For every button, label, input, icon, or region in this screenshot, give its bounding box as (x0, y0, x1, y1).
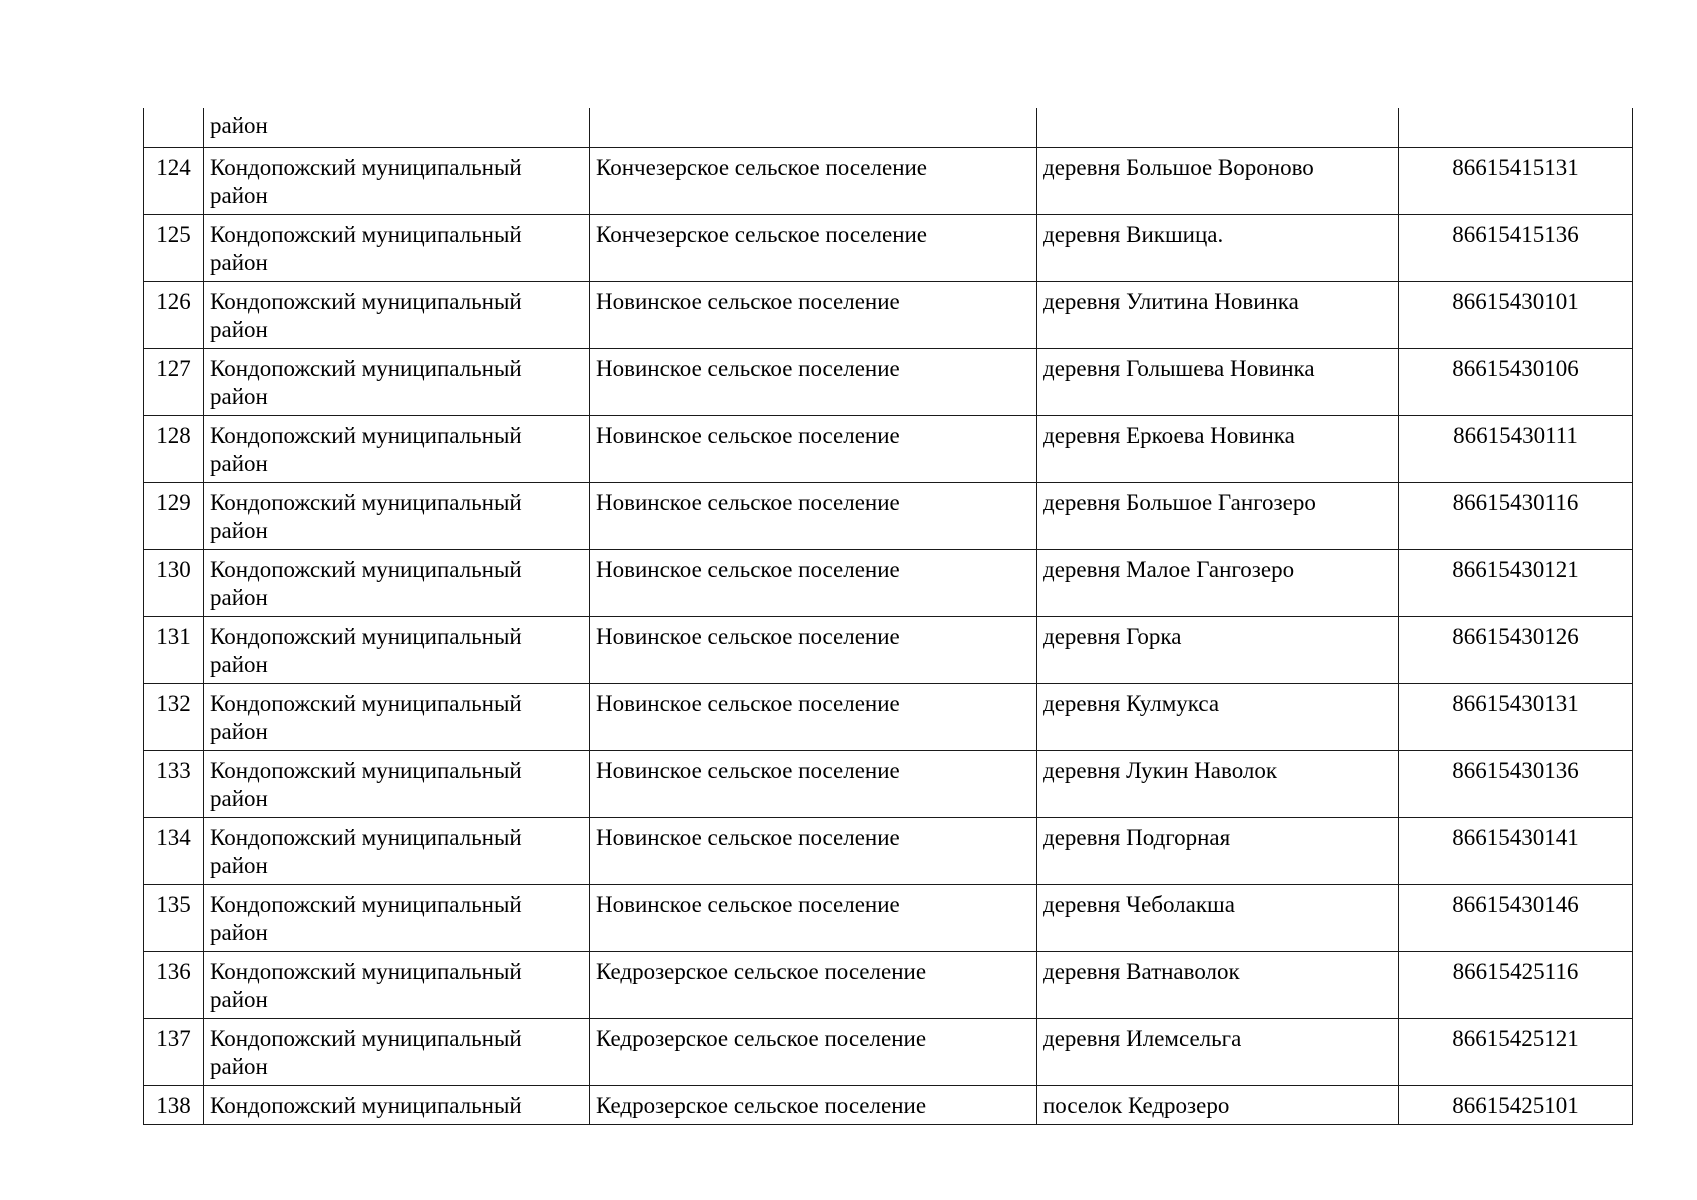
row-number-cell: 125 (144, 214, 204, 281)
code-cell: 86615425116 (1399, 951, 1633, 1018)
locality-cell: деревня Илемсельга (1037, 1018, 1399, 1085)
district-cell: Кондопожский муниципальный район (204, 281, 590, 348)
code-cell: 86615430111 (1399, 415, 1633, 482)
table-row (144, 147, 1633, 214)
code-cell: 86615430136 (1399, 750, 1633, 817)
district-cell: Кондопожский муниципальный район (204, 683, 590, 750)
code-cell: 86615430121 (1399, 549, 1633, 616)
table-row (144, 281, 1633, 348)
locality-cell: деревня Большое Вороново (1037, 147, 1399, 214)
code-cell: 86615430146 (1399, 884, 1633, 951)
settlement-cell: Кедрозерское сельское поселение (590, 1018, 1037, 1085)
table-row (144, 1085, 1633, 1124)
row-number-cell: 135 (144, 884, 204, 951)
table-row (144, 415, 1633, 482)
table-row (144, 951, 1633, 1018)
table-row (144, 817, 1633, 884)
settlement-cell: Новинское сельское поселение (590, 348, 1037, 415)
row-number-cell: 137 (144, 1018, 204, 1085)
row-number-cell: 126 (144, 281, 204, 348)
table-row (144, 348, 1633, 415)
locality-cell: деревня Малое Гангозеро (1037, 549, 1399, 616)
district-cell: Кондопожский муниципальный район (204, 884, 590, 951)
row-number-cell (144, 108, 204, 147)
locality-cell: деревня Подгорная (1037, 817, 1399, 884)
code-cell: 86615430116 (1399, 482, 1633, 549)
district-cell: Кондопожский муниципальный район (204, 1018, 590, 1085)
row-number-cell: 129 (144, 482, 204, 549)
settlement-cell: Кончезерское сельское поселение (590, 214, 1037, 281)
table-row (144, 884, 1633, 951)
district-cell: Кондопожский муниципальный район (204, 482, 590, 549)
code-cell: 86615430126 (1399, 616, 1633, 683)
district-cell: Кондопожский муниципальный район (204, 348, 590, 415)
locality-cell: поселок Кедрозеро (1037, 1085, 1399, 1124)
row-number-cell: 128 (144, 415, 204, 482)
settlement-cell: Новинское сельское поселение (590, 817, 1037, 884)
locality-cell: деревня Викшица. (1037, 214, 1399, 281)
table-row (144, 482, 1633, 549)
table-row-continuation (144, 108, 1633, 147)
row-number-cell: 132 (144, 683, 204, 750)
row-number-cell: 138 (144, 1085, 204, 1124)
table-row (144, 683, 1633, 750)
row-number-cell: 130 (144, 549, 204, 616)
locality-cell: деревня Лукин Наволок (1037, 750, 1399, 817)
settlement-cell: Новинское сельское поселение (590, 482, 1037, 549)
district-cell: Кондопожский муниципальный район (204, 951, 590, 1018)
code-cell: 86615415131 (1399, 147, 1633, 214)
locality-cell: деревня Ватнаволок (1037, 951, 1399, 1018)
settlement-cell: Новинское сельское поселение (590, 750, 1037, 817)
district-cell: Кондопожский муниципальный район (204, 415, 590, 482)
district-cell: Кондопожский муниципальный район (204, 214, 590, 281)
code-cell: 86615430131 (1399, 683, 1633, 750)
code-cell: 86615415136 (1399, 214, 1633, 281)
code-cell: 86615430101 (1399, 281, 1633, 348)
settlement-cell: Новинское сельское поселение (590, 415, 1037, 482)
locality-cell: деревня Чеболакша (1037, 884, 1399, 951)
settlement-cell: Кедрозерское сельское поселение (590, 951, 1037, 1018)
locality-cell (1037, 108, 1399, 147)
code-cell: 86615425101 (1399, 1085, 1633, 1124)
district-cell: район (204, 108, 590, 147)
settlement-cell: Новинское сельское поселение (590, 281, 1037, 348)
locality-cell: деревня Горка (1037, 616, 1399, 683)
settlement-cell: Кедрозерское сельское поселение (590, 1085, 1037, 1124)
table-row (144, 750, 1633, 817)
registry-table (143, 108, 1633, 1125)
table-body (144, 108, 1633, 1124)
settlement-cell: Кончезерское сельское поселение (590, 147, 1037, 214)
settlement-cell: Новинское сельское поселение (590, 884, 1037, 951)
code-cell: 86615425121 (1399, 1018, 1633, 1085)
locality-cell: деревня Улитина Новинка (1037, 281, 1399, 348)
code-cell: 86615430141 (1399, 817, 1633, 884)
locality-cell: деревня Голышева Новинка (1037, 348, 1399, 415)
locality-cell: деревня Еркоева Новинка (1037, 415, 1399, 482)
settlement-cell: Новинское сельское поселение (590, 616, 1037, 683)
code-cell (1399, 108, 1633, 147)
row-number-cell: 124 (144, 147, 204, 214)
district-cell: Кондопожский муниципальный район (204, 147, 590, 214)
locality-cell: деревня Большое Гангозеро (1037, 482, 1399, 549)
district-cell: Кондопожский муниципальный район (204, 817, 590, 884)
table-row (144, 549, 1633, 616)
row-number-cell: 131 (144, 616, 204, 683)
code-cell: 86615430106 (1399, 348, 1633, 415)
settlement-cell: Новинское сельское поселение (590, 549, 1037, 616)
locality-cell: деревня Кулмукса (1037, 683, 1399, 750)
row-number-cell: 133 (144, 750, 204, 817)
table-row (144, 214, 1633, 281)
settlement-cell (590, 108, 1037, 147)
table-row (144, 616, 1633, 683)
row-number-cell: 136 (144, 951, 204, 1018)
table-row (144, 1018, 1633, 1085)
row-number-cell: 134 (144, 817, 204, 884)
row-number-cell: 127 (144, 348, 204, 415)
settlement-cell: Новинское сельское поселение (590, 683, 1037, 750)
district-cell: Кондопожский муниципальный район (204, 549, 590, 616)
district-cell: Кондопожский муниципальный район (204, 750, 590, 817)
district-cell: Кондопожский муниципальный район (204, 616, 590, 683)
district-cell: Кондопожский муниципальный (204, 1085, 590, 1124)
